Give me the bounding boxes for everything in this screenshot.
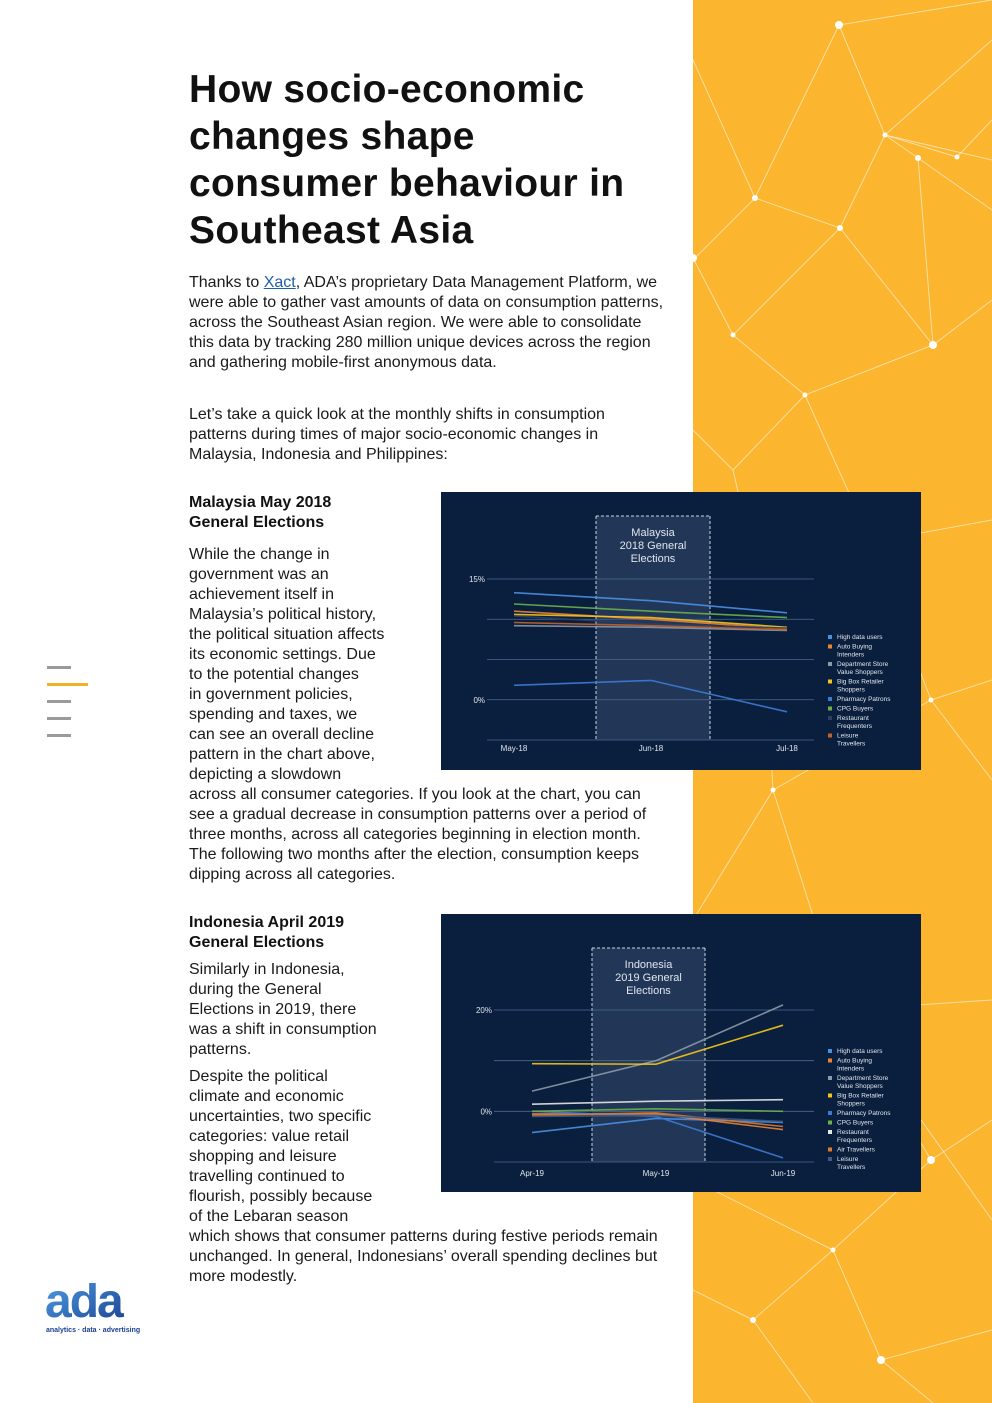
chart-highlight-label: Indonesia [624,959,673,971]
legend-label: Leisure [837,1156,859,1163]
indonesia-paragraph-2: Despite the political climate and economic uncertainties, two specific categories: value retail shopping and leisure travelling continued to flourish, possibly because of the Lebaran season [189,1068,373,1225]
chart-highlight-label: Malaysia [631,527,675,539]
legend-label: Auto Buying [837,643,873,651]
legend-swatch [828,645,832,649]
chart-highlight-label: Elections [626,985,671,997]
page-nav-marker-1[interactable] [47,666,71,669]
x-tick-label: Jul-18 [776,744,798,753]
ada-logo [45,1283,145,1335]
y-tick-label: 20% [475,1006,492,1015]
legend-label: Department Store [837,1075,889,1082]
malaysia-paragraph-continued: across all consumer categories. If you look at the chart, you can see a gradual decrease in consumption patterns over a period of three months, across all categories beginning in election month. The following two months after the election, consumption keeps dipping across all categories. [189,786,647,883]
x-tick-label: May-19 [642,1169,670,1178]
legend-label: Department Store [837,661,889,668]
legend-label: Pharmacy Patrons [837,696,891,703]
chart-highlight-label: 2019 General [615,972,682,984]
legend-label: Restaurant [837,715,869,722]
legend-label: Travellers [837,1164,866,1171]
legend-swatch [828,1076,832,1080]
legend-swatch [828,662,832,666]
legend-swatch [828,1111,832,1115]
legend-swatch [828,734,832,738]
page-nav-marker-4[interactable] [47,717,71,720]
logo-wordmark: ada [45,1283,122,1328]
legend-swatch [828,1121,832,1125]
indonesia-paragraph-1: Similarly in Indonesia, during the General Elections in 2019, there was a shift in consumption patterns. [189,961,377,1058]
y-tick-label: 0% [473,695,485,705]
indonesia-chart-svg [441,914,921,1202]
chart-highlight-label: Elections [630,553,676,565]
chart-highlight-label: 2018 General [619,540,687,552]
legend-label: Value Shoppers [837,669,883,676]
legend-swatch [828,1094,832,1098]
legend-swatch [828,680,832,684]
legend-label: High data users [837,634,883,641]
legend-label: Shoppers [837,686,865,694]
indonesia-paragraph-continued: which shows that consumer patterns during festive periods remain unchanged. In general, Indonesians’ overall spending declines but more modestly. [189,1228,658,1285]
legend-label: Value Shoppers [837,1083,883,1090]
legend-label: Big Box Retailer [837,678,884,686]
y-tick-label: 0% [480,1107,492,1117]
legend-label: High data users [837,1048,883,1055]
page-nav-marker-5[interactable] [47,734,71,737]
page-title: How socio-economic changes shape consumer behaviour in Southeast Asia [189,68,625,252]
legend-swatch [828,716,832,720]
malaysia-paragraph: While the change in government was an achievement itself in Malaysia’s political history, the political situation affects its economic settings. Due to the potential changes in government policies, spending and taxes, we can see an overall decline pattern in the chart above, depicting a slowdown [189,546,385,783]
legend-label: Auto Buying [837,1057,873,1065]
indonesia-section-heading: Indonesia April 2019 General Elections [189,914,345,951]
legend-swatch [828,635,832,639]
legend-swatch [828,697,832,701]
malaysia-section-heading: Malaysia May 2018 General Elections [189,494,332,531]
legend-label: Pharmacy Patrons [837,1110,891,1117]
legend-label: Leisure [837,732,859,740]
legend-swatch [828,1130,832,1134]
malaysia-chart-svg [441,492,921,770]
xact-link[interactable]: Xact [263,274,296,291]
x-tick-label: Jun-19 [770,1169,796,1178]
legend-label: Frequenters [837,723,873,730]
x-tick-label: May-18 [500,744,528,753]
legend-label: Air Travellers [837,1146,875,1154]
legend-label: Restaurant [837,1129,869,1136]
legend-label: Shoppers [837,1100,865,1108]
legend-swatch [828,1157,832,1161]
page-nav-marker-active[interactable] [47,683,88,686]
intro-paragraph: Thanks to Xact, ADA’s proprietary Data Management Platform, we were able to gather vast amounts of data on consumption patterns, across the Southeast Asian region. We were able to consolidate this data by tracking 280 million unique devices across the region and gathering mobile-first anonymous data. [189,274,664,371]
legend-label: Intenders [837,651,865,659]
legend-label: CPG Buyers [837,1119,874,1127]
legend-label: Frequenters [837,1137,873,1144]
y-tick-label: 15% [468,575,485,584]
x-tick-label: Jun-18 [638,744,664,753]
malaysia-elections-chart [441,492,921,770]
legend-swatch [828,1148,832,1152]
logo-tagline: analytics · data · advertising [46,1327,141,1334]
legend-swatch [828,1059,832,1063]
page-nav-marker-3[interactable] [47,700,71,703]
legend-label: Travellers [837,740,866,748]
indonesia-elections-chart [441,914,921,1192]
legend-swatch [828,1049,832,1053]
legend-label: CPG Buyers [837,705,874,713]
x-tick-label: Apr-19 [519,1169,545,1178]
intro-paragraph-2: Let’s take a quick look at the monthly shifts in consumption patterns during times of major socio-economic changes in Malaysia, Indonesia and Philippines: [189,406,605,463]
legend-label: Intenders [837,1065,865,1073]
legend-swatch [828,707,832,711]
legend-label: Big Box Retailer [837,1092,884,1100]
